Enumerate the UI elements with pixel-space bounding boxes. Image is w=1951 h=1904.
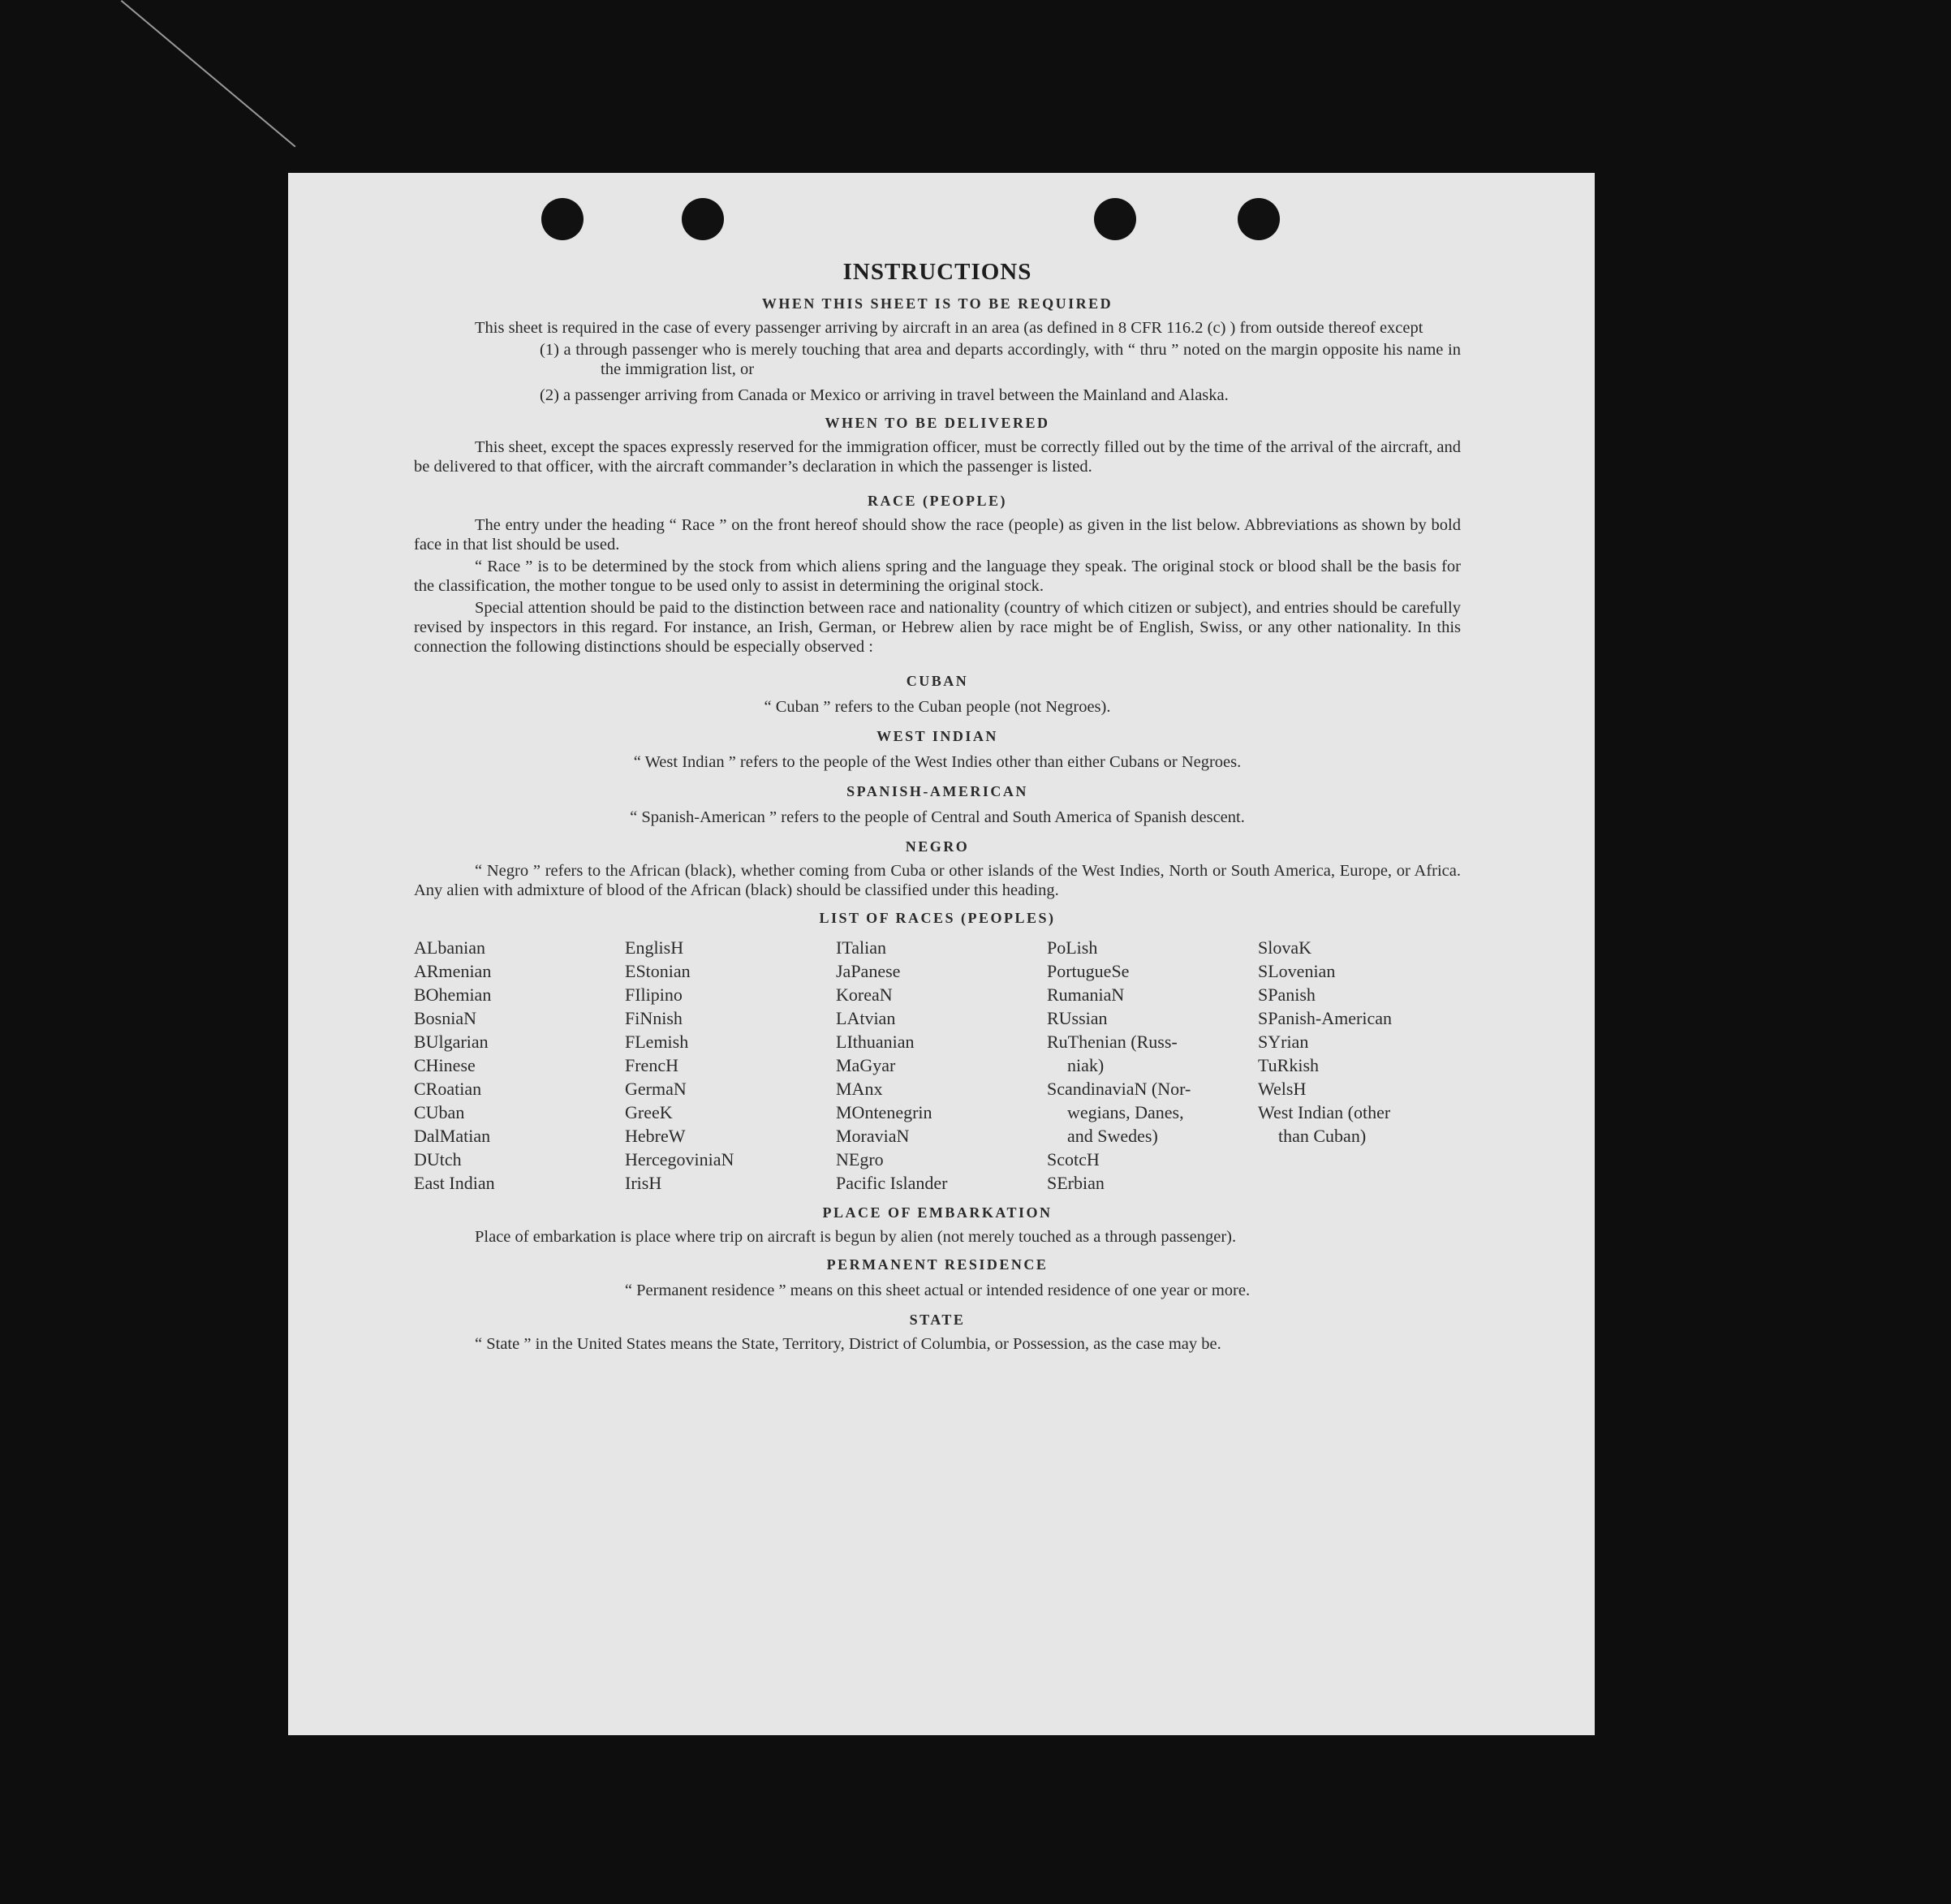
- section-heading-embarkation: PLACE OF EMBARKATION: [822, 1204, 1053, 1221]
- race-entry: West Indian (other: [1258, 1102, 1391, 1122]
- race-entry: CHinese: [414, 1055, 476, 1075]
- race-entry: BosniaN: [414, 1008, 476, 1028]
- race-entry: EStonian: [625, 961, 691, 981]
- section-heading-delivered: WHEN TO BE DELIVERED: [825, 415, 1050, 431]
- race-entry: and Swedes): [1067, 1126, 1158, 1146]
- race-entry: FiNnish: [625, 1008, 683, 1028]
- punch-hole: [541, 198, 584, 240]
- race-column: [625, 936, 828, 1195]
- race-paragraph: Special attention should be paid to the distinction between race and nationality (country of which citizen or subject), and entries should be carefully revised by inspectors in this regard. For instance, an Irish, German, or Hebrew alien by race might be of English, Swiss, or any other nationality. In this connection the following distinctions should be especially observed :: [414, 599, 1461, 656]
- race-entry: PortugueSe: [1047, 961, 1130, 981]
- section-heading-cuban: CUBAN: [906, 673, 969, 689]
- section-heading-state: STATE: [909, 1312, 966, 1328]
- race-entry: FrencH: [625, 1055, 678, 1075]
- race-entry: SPanish: [1258, 984, 1316, 1005]
- race-entry: SYrian: [1258, 1032, 1309, 1052]
- spanish-american-text: “ Spanish-American ” refers to the people of Central and South America of Spanish descent.: [630, 808, 1245, 826]
- race-entry: HercegoviniaN: [625, 1149, 734, 1170]
- race-entry: MAnx: [836, 1079, 883, 1099]
- race-entry: HebreW: [625, 1126, 686, 1146]
- race-entry: ITalian: [836, 937, 886, 958]
- exception-item: (1) a through passenger who is merely touching that area and departs accordingly, with “ thru ” noted on the margin opposite his name in the immigration list, or: [540, 341, 1461, 378]
- west-indian-text: “ West Indian ” refers to the people of the West Indies other than either Cubans or Negroes.: [633, 753, 1242, 771]
- document-content: [414, 258, 1461, 1356]
- race-entry: MaGyar: [836, 1055, 896, 1075]
- race-entry: BUlgarian: [414, 1032, 489, 1052]
- race-entry: MoraviaN: [836, 1126, 910, 1146]
- race-entry: JaPanese: [836, 961, 901, 981]
- punch-hole: [1094, 198, 1136, 240]
- exception-item: (2) a passenger arriving from Canada or Mexico or arriving in travel between the Mainland and Alaska.: [540, 386, 1229, 404]
- page-title: INSTRUCTIONS: [842, 259, 1032, 285]
- race-column: [414, 936, 617, 1195]
- document-sheet: [288, 173, 1595, 1735]
- race-entry: EnglisH: [625, 937, 684, 958]
- race-entry: than Cuban): [1278, 1126, 1367, 1146]
- race-column: [1047, 936, 1250, 1195]
- race-entry: LIthuanian: [836, 1032, 915, 1052]
- race-entry: FLemish: [625, 1032, 689, 1052]
- section-heading-races-list: LIST OF RACES (PEOPLES): [819, 910, 1056, 926]
- race-entry: DUtch: [414, 1149, 462, 1170]
- section-heading-west-indian: WEST INDIAN: [876, 728, 998, 744]
- section-heading-required: WHEN THIS SHEET IS TO BE REQUIRED: [761, 295, 1113, 312]
- race-entry: CUban: [414, 1102, 465, 1122]
- race-entry: WelsH: [1258, 1079, 1307, 1099]
- race-entry: RuThenian (Russ-: [1047, 1032, 1178, 1052]
- race-entry: GreeK: [625, 1102, 673, 1122]
- race-entry: ScandinaviaN (Nor-: [1047, 1079, 1191, 1099]
- embarkation-text: Place of embarkation is place where trip on aircraft is begun by alien (not merely touched as a through passenger).: [475, 1228, 1237, 1246]
- punch-hole: [682, 198, 724, 240]
- race-entry: Pacific Islander: [836, 1173, 948, 1193]
- race-list: [414, 936, 1461, 1195]
- race-entry: CRoatian: [414, 1079, 482, 1099]
- race-entry: SErbian: [1047, 1173, 1105, 1193]
- race-entry: ALbanian: [414, 937, 485, 958]
- race-entry: ScotcH: [1047, 1149, 1100, 1170]
- punch-hole: [1238, 198, 1280, 240]
- section-heading-race: RACE (PEOPLE): [868, 493, 1007, 509]
- race-paragraph: The entry under the heading “ Race ” on the front hereof should show the race (people) as given in the list below. Abbreviations as shown by bold face in that list should be used.: [414, 516, 1461, 554]
- residence-text: “ Permanent residence ” means on this sheet actual or intended residence of one year or more.: [624, 1282, 1251, 1299]
- race-paragraph: “ Race ” is to be determined by the stock from which aliens spring and the language they speak. The original stock or blood shall be the basis for the classification, the mother tongue to be used only to assist in determining the original stock.: [414, 558, 1461, 595]
- race-entry: GermaN: [625, 1079, 687, 1099]
- scan-artifact-line: [121, 0, 296, 148]
- cuban-text: “ Cuban ” refers to the Cuban people (not Negroes).: [764, 698, 1111, 716]
- section-heading-spanish-american: SPANISH-AMERICAN: [846, 783, 1028, 799]
- race-entry: wegians, Danes,: [1067, 1102, 1184, 1122]
- race-entry: BOhemian: [414, 984, 492, 1005]
- race-column: [1258, 936, 1461, 1195]
- race-column: [836, 936, 1039, 1195]
- state-text: “ State ” in the United States means the State, Territory, District of Columbia, or Possession, as the case may be.: [475, 1335, 1221, 1353]
- race-entry: LAtvian: [836, 1008, 896, 1028]
- race-entry: FIlipino: [625, 984, 683, 1005]
- race-entry: IrisH: [625, 1173, 662, 1193]
- race-entry: SPanish-American: [1258, 1008, 1392, 1028]
- required-intro: This sheet is required in the case of every passenger arriving by aircraft in an area (as defined in 8 CFR 116.2 (c) ) from outside thereof except: [475, 319, 1423, 337]
- race-entry: ARmenian: [414, 961, 492, 981]
- section-heading-residence: PERMANENT RESIDENCE: [826, 1256, 1049, 1273]
- race-entry: TuRkish: [1258, 1055, 1320, 1075]
- negro-text: “ Negro ” refers to the African (black), whether coming from Cuba or other islands of the West Indies, North or South America, Europe, or Africa. Any alien with admixture of blood of the African (black) should be classified under this heading.: [414, 862, 1461, 899]
- race-entry: RUssian: [1047, 1008, 1108, 1028]
- race-entry: NEgro: [836, 1149, 884, 1170]
- race-entry: KoreaN: [836, 984, 893, 1005]
- section-heading-negro: NEGRO: [905, 838, 970, 855]
- race-entry: DalMatian: [414, 1126, 491, 1146]
- race-entry: PoLish: [1047, 937, 1098, 958]
- delivered-text: This sheet, except the spaces expressly reserved for the immigration officer, must be correctly filled out by the time of the arrival of the aircraft, and be delivered to that officer, with the aircraft commander’s declaration in which the passenger is listed.: [414, 438, 1461, 476]
- race-entry: SlovaK: [1258, 937, 1311, 958]
- race-entry: RumaniaN: [1047, 984, 1125, 1005]
- race-entry: SLovenian: [1258, 961, 1336, 981]
- race-entry: East Indian: [414, 1173, 495, 1193]
- race-entry: niak): [1067, 1055, 1105, 1075]
- race-entry: MOntenegrin: [836, 1102, 932, 1122]
